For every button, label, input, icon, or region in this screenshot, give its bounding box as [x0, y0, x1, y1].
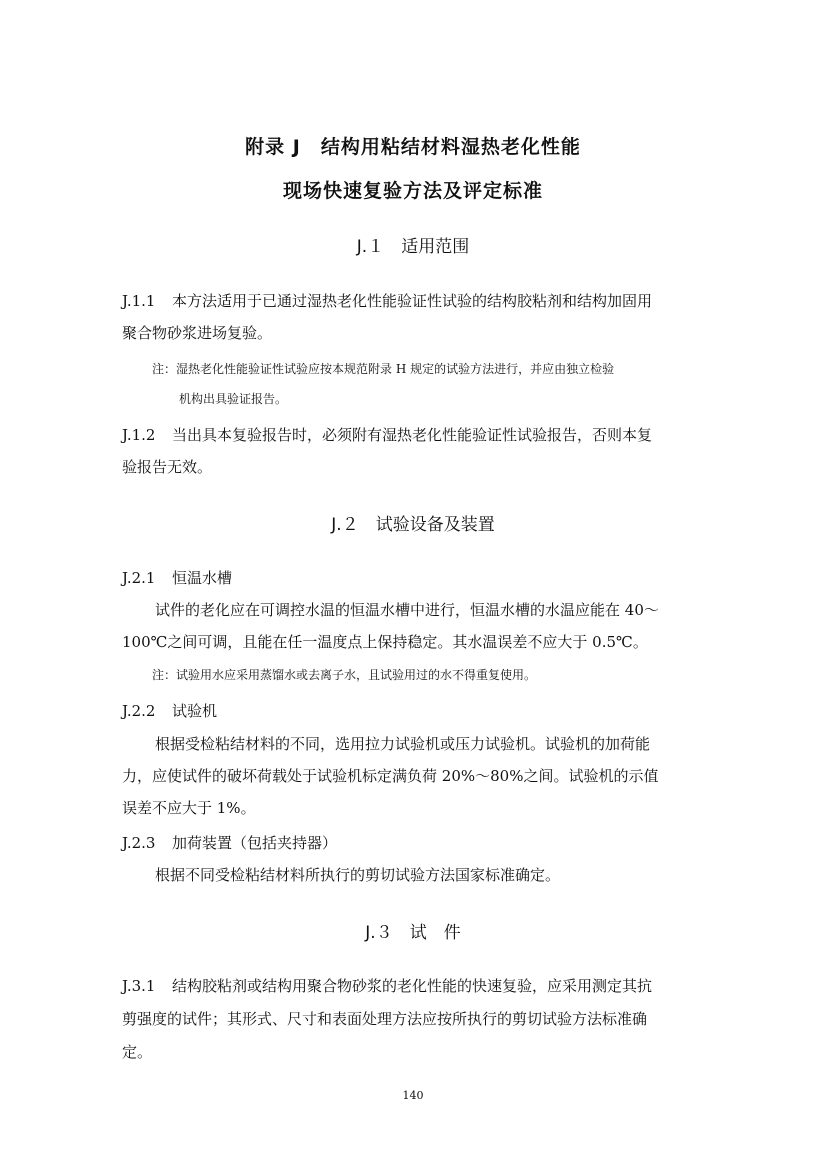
clause-j3-1-line3: 定。	[122, 1043, 153, 1061]
note-1-line1: 注：湿热老化性能验证性试验应按本规范附录 H 规定的试验方法进行，并应由独立检验	[152, 362, 615, 376]
clause-j2-2-line3: 误差不应大于 1%。	[122, 799, 256, 817]
note-2: 注：试验用水应采用蒸馏水或去离子水，且试验用过的水不得重复使用。	[152, 668, 537, 682]
clause-j2-2-line1: 根据受检粘结材料的不同，选用拉力试验机或压力试验机。试验机的加荷能	[155, 735, 651, 753]
appendix-title-line1: 附录 J 结构用粘结材料湿热老化性能	[245, 136, 581, 158]
clause-j2-1-line2: 100℃之间可调，且能在任一温度点上保持稳定。其水温误差不应大于 0.5℃。	[122, 633, 648, 651]
clause-j1-1	[122, 290, 652, 311]
clause-j2-1-line1: 试件的老化应在可调控水温的恒温水槽中进行，恒温水槽的水温应能在 40～	[155, 601, 659, 619]
clause-j2-2-heading	[122, 700, 217, 721]
clause-j1-2	[122, 424, 652, 445]
clause-number: J.1.1	[122, 292, 156, 310]
clause-j3-1	[122, 975, 652, 996]
clause-number: J.2.1	[122, 569, 156, 587]
clause-number: J.2.2	[122, 702, 156, 720]
clause-number: J.1.2	[122, 426, 156, 444]
clause-j2-3-line1: 根据不同受检粘结材料所执行的剪切试验方法国家标准确定。	[155, 866, 561, 884]
clause-number: J.3.1	[122, 977, 156, 995]
note-1-line2: 机构出具验证报告。	[179, 392, 288, 406]
clause-j2-1-heading	[122, 567, 232, 588]
clause-heading: 恒温水槽	[172, 569, 233, 587]
clause-j1-1-cont: 聚合物砂浆进场复验。	[122, 324, 273, 342]
clause-number: J.2.3	[122, 834, 156, 852]
clause-j3-1-line2: 剪强度的试件；其形式、尺寸和表面处理方法应按所执行的剪切试验方法标准确	[122, 1010, 648, 1028]
section-heading-j2: J.２ 试验设备及装置	[331, 515, 495, 535]
clause-text: 结构胶粘剂或结构用聚合物砂浆的老化性能的快速复验，应采用测定其抗	[172, 977, 653, 995]
appendix-title-line2: 现场快速复验方法及评定标准	[282, 180, 543, 202]
clause-heading: 试验机	[172, 702, 218, 720]
page-number: 140	[402, 1089, 424, 1102]
clause-j1-2-cont: 验报告无效。	[122, 458, 213, 476]
clause-j2-2-line2: 力，应使试件的破坏荷载处于试验机标定满负荷 20%～80%之间。试验机的示值	[122, 767, 659, 785]
section-heading-j3: J.３ 试 件	[365, 923, 461, 943]
clause-text: 本方法适用于已通过湿热老化性能验证性试验的结构胶粘剂和结构加固用	[172, 292, 653, 310]
clause-heading: 加荷装置（包括夹持器）	[172, 834, 338, 852]
clause-j2-3-heading	[122, 832, 337, 853]
clause-text: 当出具本复验报告时，必须附有湿热老化性能验证性试验报告，否则本复	[172, 426, 653, 444]
section-heading-j1: J.１ 适用范围	[356, 237, 470, 257]
